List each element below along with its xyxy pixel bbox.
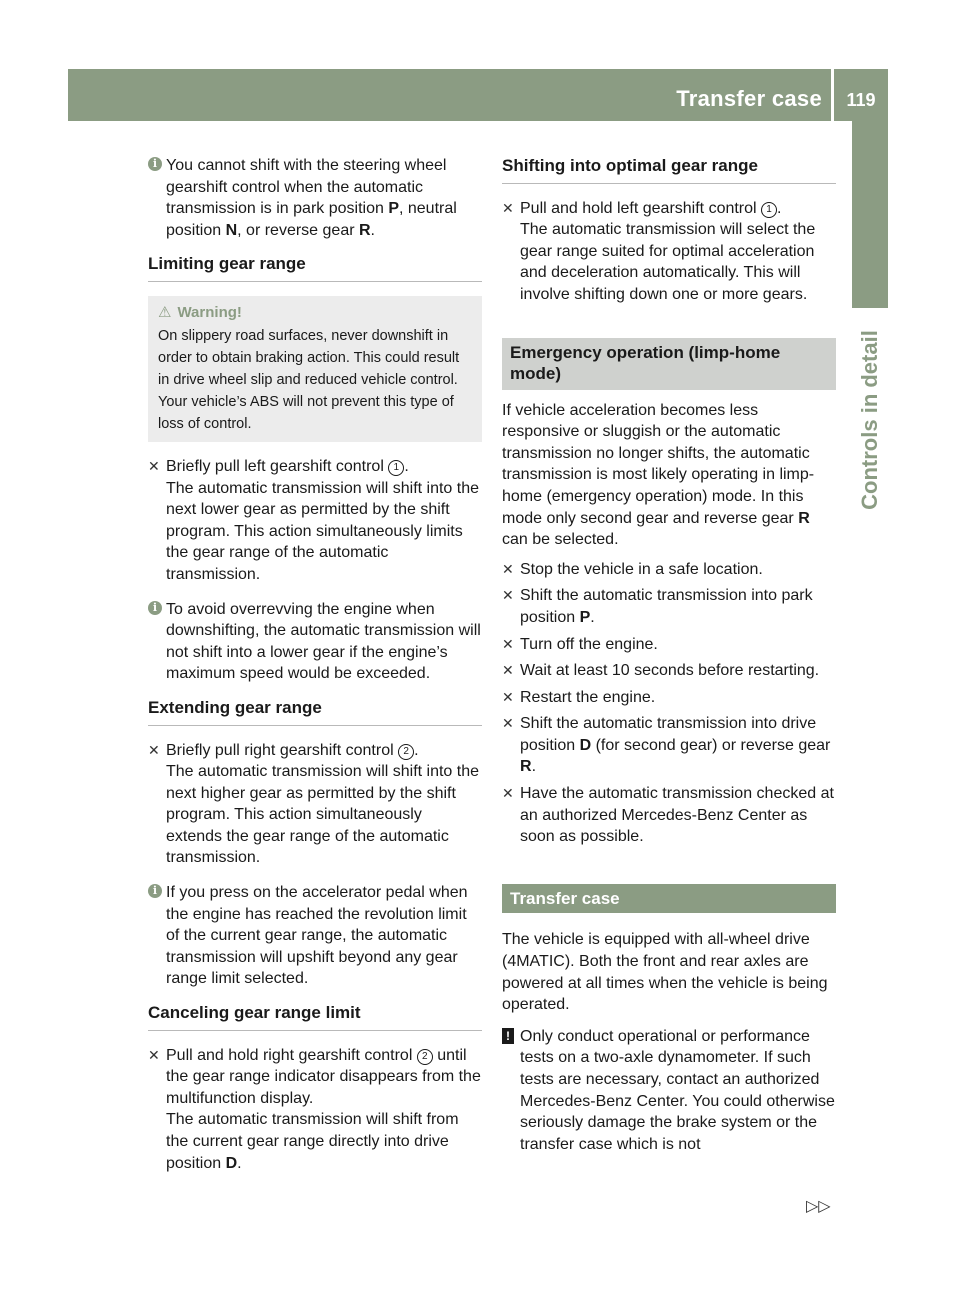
step-item: ✕ Briefly pull right gearshift control 2 . The automatic transmission will shift into the next higher gear as permitted by the shift program. This action simultaneously extends the gear range of the automatic transmission. (148, 741, 480, 867)
x-step-icon: ✕ (148, 457, 160, 474)
emergency-text: If vehicle acceleration becomes less responsive or sluggish or the automatic transmission no longer shifts, the automatic transmission is most likely operating in limp-home (emergency operation) mode. In this mode only second gear and reverse gear R can be selected. (502, 401, 815, 549)
warning-title: ⚠ Warning! (158, 302, 474, 324)
step-item: ✕ Have the automatic transmission checked at an authorized Mercedes-Benz Center as soon as possible. (502, 785, 834, 846)
info-note: i If you press on the accelerator pedal when the engine has reached the revolution limit of the current gear range, the automatic transmission will upshift beyond any gear range limit selected. (148, 882, 482, 990)
section-title-extending: Extending gear range (148, 697, 482, 726)
section-title-canceling: Canceling gear range limit (148, 1002, 482, 1031)
right-column (502, 155, 836, 1167)
info-note: i To avoid overrevving the engine when downshifting, the automatic transmission will not shift into a lower gear if the engine’s maximum speed would be exceeded. (148, 599, 482, 685)
section-title-optimal: Shifting into optimal gear range (502, 155, 836, 184)
x-step-icon: ✕ (148, 1046, 160, 1063)
x-step-icon: ✕ (502, 785, 514, 802)
step-item: ✕ Turn off the engine. (502, 634, 836, 656)
chapter-tab (852, 121, 888, 308)
header-divider (831, 69, 834, 121)
x-step-icon: ✕ (502, 560, 514, 577)
warning-triangle-icon: ⚠ (158, 303, 172, 321)
page-title: Transfer case (676, 86, 822, 111)
warning-text: On slippery road surfaces, never downshift in order to obtain braking action. This could result in drive wheel slip and reduced vehicle control. Your vehicle’s ABS will not prevent this type of loss of control. (158, 327, 460, 432)
info-icon: i (148, 157, 162, 171)
chapter-label-text: Controls in detail (857, 330, 882, 510)
chapter-label (852, 320, 888, 520)
x-step-icon: ✕ (502, 715, 514, 732)
step-item: ✕ Wait at least 10 seconds before restarting. (502, 660, 836, 682)
exclamation-icon: ! (502, 1028, 514, 1044)
info-icon: i (148, 884, 162, 898)
warning-box (148, 296, 482, 442)
continue-arrows-icon: ▷▷ (806, 1198, 831, 1215)
header-bar (68, 69, 888, 121)
control-number-icon: 2 (417, 1049, 433, 1065)
page-number: 119 (846, 90, 876, 110)
step-item: ✕ Restart the engine. (502, 687, 836, 709)
control-number-icon: 1 (761, 202, 777, 218)
caution-note: ! Only conduct operational or performance tests on a two-axle dynamometer. If such tests are necessary, contact an authorized Mercedes-Benz Center. You could otherwise seriously damage the brake system or the transfer case which is not (502, 1026, 836, 1156)
step-item: ✕ Stop the vehicle in a safe location. (502, 559, 836, 581)
x-step-icon: ✕ (148, 741, 160, 758)
step-item: ✕ Briefly pull left gearshift control 1 . The automatic transmission will shift into the next lower gear as permitted by the shift program. This action simultaneously limits the gear range of the automatic transmission. (148, 457, 480, 583)
step-item: ✕ Shift the automatic transmission into drive position D (for second gear) or reverse gear R. (502, 715, 831, 776)
step-item: ✕ Pull and hold right gearshift control 2 until the gear range indicator disappears from the multifunction display. The automatic transmission will shift from the current gear range directly into drive position D. (148, 1046, 481, 1172)
x-step-icon: ✕ (502, 635, 514, 652)
x-step-icon: ✕ (502, 199, 514, 216)
section-title-transfer: Transfer case (502, 884, 836, 914)
step-item: ✕ Shift the automatic transmission into park position P. (502, 587, 813, 626)
left-column (148, 155, 482, 1179)
x-step-icon: ✕ (502, 587, 514, 604)
section-title-limiting: Limiting gear range (148, 253, 482, 282)
info-note: i You cannot shift with the steering wheel gearshift control when the automatic transmission is in park position P, neutral position N, or reverse gear R. (148, 155, 482, 241)
control-number-icon: 1 (388, 460, 404, 476)
x-step-icon: ✕ (502, 688, 514, 705)
info-icon: i (148, 601, 162, 615)
section-title-emergency: Emergency operation (limp-home mode) (502, 338, 836, 390)
transfer-text: The vehicle is equipped with all-wheel drive (4MATIC). Both the front and rear axles are powered at all times when the vehicle is being operated. (502, 931, 828, 1014)
step-item: ✕ Pull and hold left gearshift control 1 . The automatic transmission will select the gear range suited for optimal acceleration and deceleration automatically. This will involve shifting down one or more gears. (502, 199, 816, 303)
x-step-icon: ✕ (502, 662, 514, 679)
control-number-icon: 2 (398, 744, 414, 760)
